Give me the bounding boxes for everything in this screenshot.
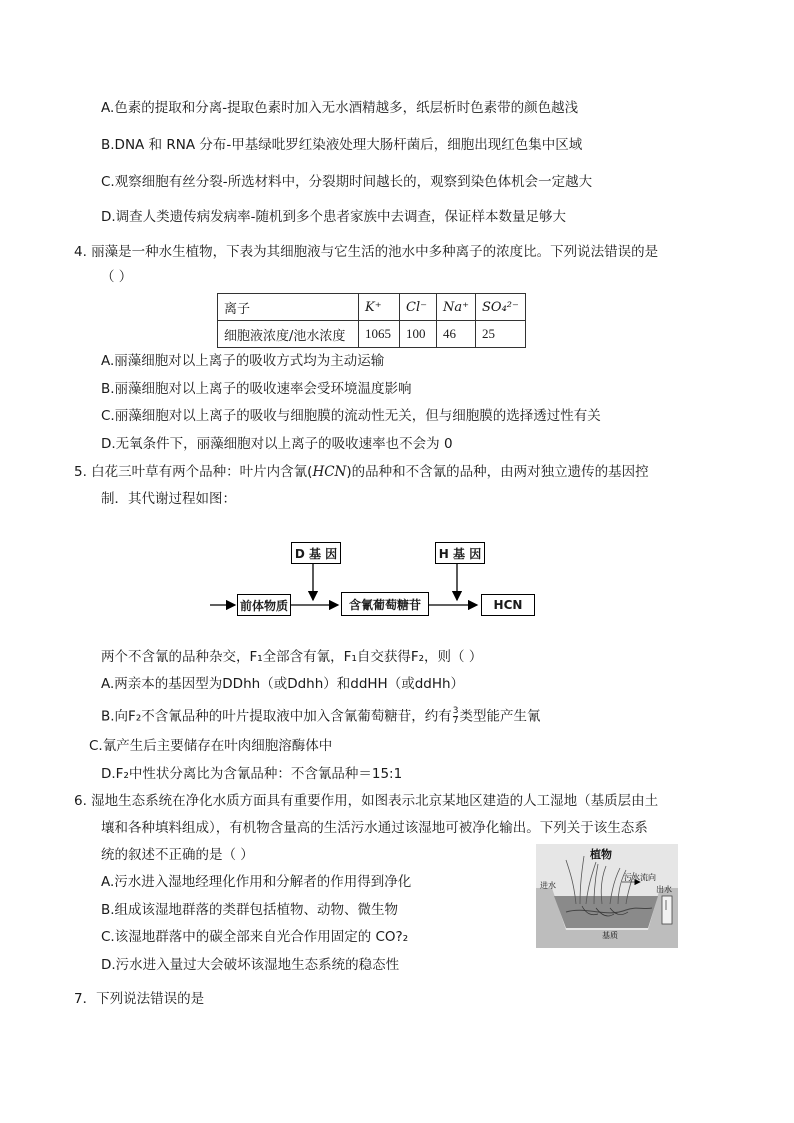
q6-option-c: C.该湿地群落中的碳全部来自光合作用固定的 CO?₂ <box>101 929 409 945</box>
q5-option-b <box>101 707 540 726</box>
q5-option-a: A.两亲本的基因型为DDhh（或Ddhh）和ddHH（或ddHh） <box>101 676 465 692</box>
q6-option-a: A.污水进入湿地经理化作用和分解者的作用得到净化 <box>101 874 412 890</box>
metabolic-pathway-diagram <box>205 536 555 626</box>
q4-option-d: D.无氧条件下，丽藻细胞对以上离子的吸收速率也不会为 0 <box>101 436 453 452</box>
q3-option-d: D.调查人类遗传病发病率-随机到多个患者家族中去调查，保证样本数量足够大 <box>101 209 567 225</box>
table-cell: Na⁺ <box>437 294 476 321</box>
plants-label: 植物 <box>590 848 612 861</box>
table-cell: 1065 <box>359 321 400 348</box>
q6-stem-line2: 壤和各种填料组成），有机物含量高的生活污水通过该湿地可被净化输出。下列关于该生态系 <box>101 820 648 836</box>
q5-stem-line2: 制．其代谢过程如图： <box>101 491 236 507</box>
table-cell: Cl⁻ <box>400 294 437 321</box>
q4-option-c: C.丽藻细胞对以上离子的吸收与细胞膜的流动性无关，但与细胞膜的选择透过性有关 <box>101 408 601 424</box>
substrate-label: 基质 <box>602 931 618 940</box>
precursor-box: 前体物质 <box>237 594 291 616</box>
table-cell: SO₄²⁻ <box>476 294 526 321</box>
q5-stem-part: 5. 白花三叶草有两个品种：叶片内含氰( <box>74 464 313 480</box>
table-cell: 细胞液浓度/池水浓度 <box>218 321 359 348</box>
q5-option-c: C.氰产生后主要储存在叶肉细胞溶酶体中 <box>89 738 333 754</box>
q6-stem-line1: 6. 湿地生态系统在净化水质方面具有重要作用，如图表示北京某地区建造的人工湿地（基质层由土 <box>74 793 659 809</box>
q3-option-a: A.色素的提取和分离-提取色素时加入无水酒精越多，纸层析时色素带的颜色越浅 <box>101 100 579 116</box>
table-cell: 25 <box>476 321 526 348</box>
ion-ratio-table <box>217 293 526 348</box>
table-cell: 46 <box>437 321 476 348</box>
q6-option-b: B.组成该湿地群落的类群包括植物、动物、微生物 <box>101 902 399 918</box>
q7-stem: 7．下列说法错误的是 <box>74 991 205 1007</box>
table-cell: 离子 <box>218 294 359 321</box>
q5-option-b-part: B.向F₂不含氰品种的叶片提取液中加入含氰葡萄糖苷，约有 <box>101 708 452 725</box>
q5-stem-hcn: HCN <box>312 464 347 480</box>
fraction <box>453 707 459 726</box>
hcn-box: HCN <box>481 594 535 616</box>
fraction-numerator: 3 <box>452 706 459 716</box>
inlet-label: 进水 <box>540 881 556 890</box>
q3-option-b: B.DNA 和 RNA 分布-甲基绿吡罗红染液处理大肠杆菌后，细胞出现红色集中区域 <box>101 137 583 153</box>
table-row <box>218 321 526 348</box>
gene-h-box: H 基 因 <box>435 542 485 564</box>
q4-option-b: B.丽藻细胞对以上离子的吸收速率会受环境温度影响 <box>101 381 412 397</box>
q5-stem-part: )的品种和不含氰的品种，由两对独立遗传的基因控 <box>346 464 649 480</box>
table-cell: K⁺ <box>359 294 400 321</box>
wetland-figure <box>536 844 678 948</box>
q4-answer-blank: （ ） <box>101 269 133 285</box>
q5-cross-statement: 两个不含氰的品种杂交，F₁全部含有氰，F₁自交获得F₂，则（ ） <box>101 649 483 665</box>
cyanogenic-glycoside-box: 含氰葡萄糖苷 <box>341 592 429 616</box>
table-header-row <box>218 294 526 321</box>
q4-stem: 4. 丽藻是一种水生植物，下表为其细胞液与它生活的池水中多种离子的浓度比。下列说法错误的是 <box>74 244 659 260</box>
table-cell: 100 <box>400 321 437 348</box>
q3-option-c: C.观察细胞有丝分裂-所选材料中，分裂期时间越长的，观察到染色体机会一定越大 <box>101 174 593 190</box>
q4-option-a: A.丽藻细胞对以上离子的吸收方式均为主动运输 <box>101 353 385 369</box>
flow-direction-label: 污水流向 <box>624 873 656 882</box>
outlet-label: 出水 <box>656 885 672 894</box>
q5-option-b-part: 类型能产生氰 <box>459 708 541 725</box>
q5-stem <box>74 463 649 481</box>
q6-option-d: D.污水进入量过大会破坏该湿地生态系统的稳态性 <box>101 957 400 973</box>
q6-stem-line3: 统的叙述不正确的是（ ） <box>101 847 254 863</box>
q5-option-d: D.F₂中性状分离比为含氰品种：不含氰品种＝15:1 <box>101 766 403 782</box>
fraction-denominator: 7 <box>452 716 459 726</box>
gene-d-box: D 基 因 <box>291 542 341 564</box>
